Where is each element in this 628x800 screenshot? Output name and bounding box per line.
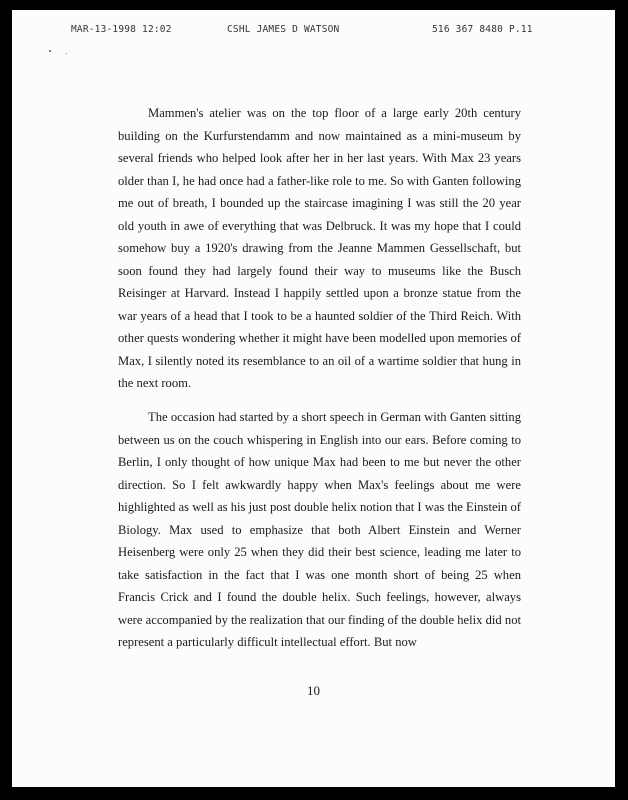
scan-speck [49,50,51,52]
page-number: 10 [307,683,320,698]
fax-sender: CSHL JAMES D WATSON [227,24,340,35]
scan-speck [66,53,67,54]
body-paragraph: Mammen's atelier was on the top floor of a large early 20th century building on the Kurfurstendamm and now maintained as a mini-museum by several friends who helped look after her in her last years. With Max 23 years older than I, he had once had a father-like role to me. So with Ganten following me out of breath, I bounded up the staircase imagining I was still the 20 year old youth in awe of everything that was Delbruck. It was my hope that I could somehow buy a 1920's drawing from the Jeanne Mammen Gessellschaft, but soon found they had largely found their way to museums like the Busch Reisinger at Harvard. Instead I happily settled upon a bronze statue from the war years of a head that I took to be a haunted soldier of the Third Reich. With other quests wondering whether it might have been modelled upon memories of Max, I silently noted its resemblance to an oil of a wartime soldier that hung in the next room. [118,106,521,390]
fax-page-number: P.11 [509,24,533,35]
document-page [12,10,615,787]
body-paragraph: The occasion had started by a short speech in German with Ganten sitting between us on the couch whispering in English into our ears. Before coming to Berlin, I only thought of how unique Max had been to me but never the other direction. So I felt awkwardly happy when Max's feelings about me were highlighted as well as his just post double helix notion that I was the Einstein of Biology. Max used to emphasize that both Albert Einstein and Werner Heisenberg were only 25 when they did their best science, leading me later to take satisfaction in the fact that I was one month short of being 25 when Francis Crick and I found the double helix. Such feelings, however, always were accompanied by the realization that our finding of the double helix did not represent a particularly difficult intellectual effort. But now [118,410,521,649]
fax-datetime: MAR-13-1998 12:02 [71,24,172,35]
fax-phone: 516 367 8480 [432,24,504,35]
fax-header [12,24,615,38]
